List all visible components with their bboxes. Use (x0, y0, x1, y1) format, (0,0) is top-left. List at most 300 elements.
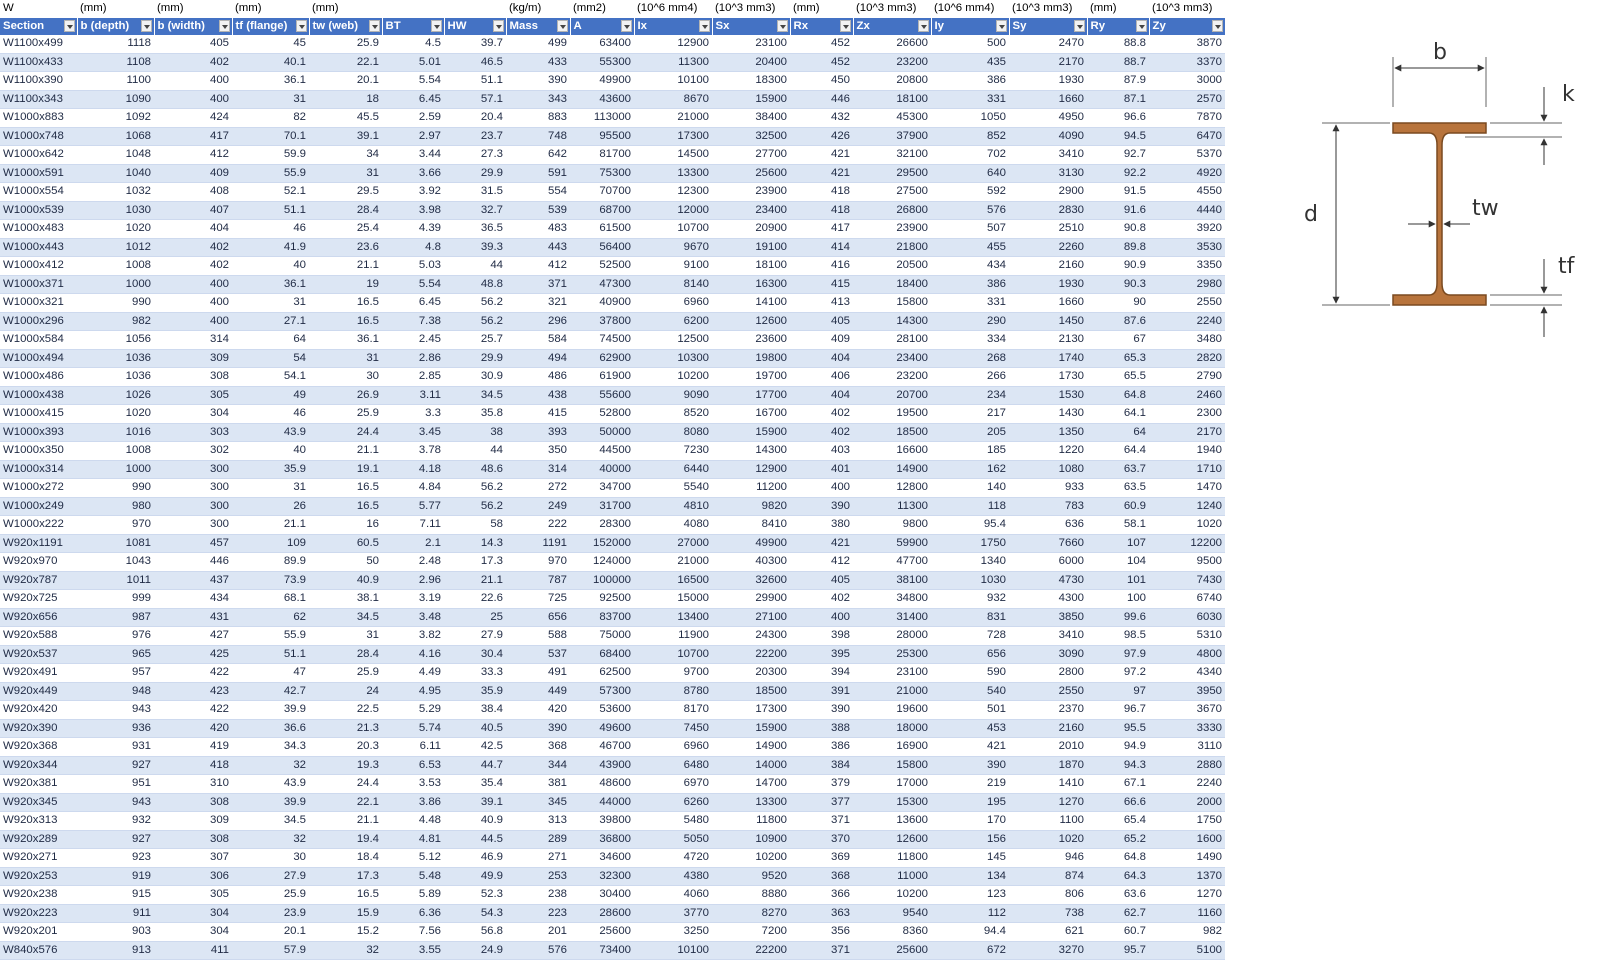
value-cell[interactable]: 21.3 (309, 719, 382, 738)
value-cell[interactable]: 300 (154, 516, 232, 535)
value-cell[interactable]: 537 (506, 645, 570, 664)
value-cell[interactable]: 3.66 (382, 164, 444, 183)
value-cell[interactable]: 11300 (853, 497, 931, 516)
value-cell[interactable]: 68.1 (232, 590, 309, 609)
value-cell[interactable]: 738 (1009, 904, 1087, 923)
value-cell[interactable]: 345 (506, 793, 570, 812)
value-cell[interactable]: 4090 (1009, 127, 1087, 146)
value-cell[interactable]: 30 (232, 849, 309, 868)
section-name-cell[interactable]: W1000x249 (0, 497, 77, 516)
value-cell[interactable]: 951 (77, 775, 154, 794)
section-name-cell[interactable]: W920x390 (0, 719, 77, 738)
value-cell[interactable]: 1080 (1009, 460, 1087, 479)
value-cell[interactable]: 9670 (634, 238, 712, 257)
value-cell[interactable]: 390 (790, 497, 853, 516)
value-cell[interactable]: 990 (77, 479, 154, 498)
value-cell[interactable]: 57.1 (444, 90, 506, 109)
value-cell[interactable]: 55.9 (232, 627, 309, 646)
value-cell[interactable]: 394 (790, 664, 853, 683)
value-cell[interactable]: 27700 (712, 146, 790, 165)
value-cell[interactable]: 656 (931, 645, 1009, 664)
value-cell[interactable]: 54.3 (444, 904, 506, 923)
column-header[interactable] (853, 18, 931, 36)
value-cell[interactable]: 405 (790, 571, 853, 590)
value-cell[interactable]: 43900 (570, 756, 634, 775)
value-cell[interactable]: 2570 (1149, 90, 1225, 109)
value-cell[interactable]: 21000 (634, 109, 712, 128)
value-cell[interactable]: 68700 (570, 201, 634, 220)
value-cell[interactable]: 4340 (1149, 664, 1225, 683)
value-cell[interactable]: 89.9 (232, 553, 309, 572)
value-cell[interactable]: 40.9 (309, 571, 382, 590)
value-cell[interactable]: 31 (309, 164, 382, 183)
value-cell[interactable]: 5.74 (382, 719, 444, 738)
section-name-cell[interactable]: W1000x314 (0, 460, 77, 479)
value-cell[interactable]: 4300 (1009, 590, 1087, 609)
value-cell[interactable]: 5.89 (382, 886, 444, 905)
value-cell[interactable]: 23200 (853, 53, 931, 72)
value-cell[interactable]: 38400 (712, 109, 790, 128)
table-row[interactable] (0, 72, 1225, 91)
value-cell[interactable]: 21.1 (309, 812, 382, 831)
value-cell[interactable]: 43.9 (232, 423, 309, 442)
value-cell[interactable]: 12800 (853, 479, 931, 498)
value-cell[interactable]: 932 (931, 590, 1009, 609)
value-cell[interactable]: 1016 (77, 423, 154, 442)
value-cell[interactable]: 64.4 (1087, 442, 1149, 461)
value-cell[interactable]: 943 (77, 793, 154, 812)
value-cell[interactable]: 101 (1087, 571, 1149, 590)
value-cell[interactable]: 380 (790, 516, 853, 535)
value-cell[interactable]: 73400 (570, 941, 634, 960)
value-cell[interactable]: 49900 (712, 534, 790, 553)
value-cell[interactable]: 7200 (712, 923, 790, 942)
value-cell[interactable]: 14000 (712, 756, 790, 775)
table-row[interactable] (0, 109, 1225, 128)
value-cell[interactable]: 11300 (634, 53, 712, 72)
value-cell[interactable]: 1056 (77, 331, 154, 350)
table-row[interactable] (0, 201, 1225, 220)
value-cell[interactable]: 50000 (570, 423, 634, 442)
value-cell[interactable]: 39.7 (444, 35, 506, 53)
section-name-cell[interactable]: W1000x591 (0, 164, 77, 183)
value-cell[interactable]: 87.6 (1087, 312, 1149, 331)
value-cell[interactable]: 2800 (1009, 664, 1087, 683)
value-cell[interactable]: 16.5 (309, 497, 382, 516)
value-cell[interactable]: 47300 (570, 275, 634, 294)
value-cell[interactable]: 140 (931, 479, 1009, 498)
value-cell[interactable]: 6200 (634, 312, 712, 331)
value-cell[interactable]: 412 (790, 553, 853, 572)
value-cell[interactable]: 5.54 (382, 275, 444, 294)
value-cell[interactable]: 3.98 (382, 201, 444, 220)
value-cell[interactable]: 3.53 (382, 775, 444, 794)
table-row[interactable] (0, 386, 1225, 405)
value-cell[interactable]: 4380 (634, 867, 712, 886)
value-cell[interactable]: 65.4 (1087, 812, 1149, 831)
table-row[interactable] (0, 738, 1225, 757)
value-cell[interactable]: 17.3 (309, 867, 382, 886)
value-cell[interactable]: 27500 (853, 183, 931, 202)
value-cell[interactable]: 1040 (77, 164, 154, 183)
value-cell[interactable]: 2900 (1009, 183, 1087, 202)
table-row[interactable] (0, 867, 1225, 886)
value-cell[interactable]: 64 (232, 331, 309, 350)
table-row[interactable] (0, 405, 1225, 424)
value-cell[interactable]: 1011 (77, 571, 154, 590)
value-cell[interactable]: 16.5 (309, 294, 382, 313)
value-cell[interactable]: 38 (444, 423, 506, 442)
value-cell[interactable]: 957 (77, 664, 154, 683)
value-cell[interactable]: 3.48 (382, 608, 444, 627)
value-cell[interactable]: 404 (790, 386, 853, 405)
value-cell[interactable]: 23.6 (309, 238, 382, 257)
value-cell[interactable]: 15.2 (309, 923, 382, 942)
value-cell[interactable]: 90 (1087, 294, 1149, 313)
value-cell[interactable]: 45300 (853, 109, 931, 128)
value-cell[interactable]: 134 (931, 867, 1009, 886)
filter-dropdown-icon[interactable] (431, 20, 442, 32)
section-name-cell[interactable]: W920x253 (0, 867, 77, 886)
value-cell[interactable]: 6.11 (382, 738, 444, 757)
value-cell[interactable]: 17.3 (444, 553, 506, 572)
section-name-cell[interactable]: W1000x371 (0, 275, 77, 294)
value-cell[interactable]: 17700 (712, 386, 790, 405)
value-cell[interactable]: 404 (790, 349, 853, 368)
value-cell[interactable]: 642 (506, 146, 570, 165)
value-cell[interactable]: 27100 (712, 608, 790, 627)
value-cell[interactable]: 554 (506, 183, 570, 202)
value-cell[interactable]: 15000 (634, 590, 712, 609)
value-cell[interactable]: 32600 (712, 571, 790, 590)
value-cell[interactable]: 7430 (1149, 571, 1225, 590)
section-name-cell[interactable]: W1000x350 (0, 442, 77, 461)
value-cell[interactable]: 49900 (570, 72, 634, 91)
value-cell[interactable]: 1008 (77, 442, 154, 461)
value-cell[interactable]: 412 (506, 257, 570, 276)
value-cell[interactable]: 36.1 (232, 275, 309, 294)
column-header[interactable] (634, 18, 712, 36)
value-cell[interactable]: 2510 (1009, 220, 1087, 239)
value-cell[interactable]: 34 (309, 146, 382, 165)
value-cell[interactable]: 29.9 (444, 164, 506, 183)
value-cell[interactable]: 13400 (634, 608, 712, 627)
value-cell[interactable]: 20.3 (309, 738, 382, 757)
value-cell[interactable]: 64.8 (1087, 849, 1149, 868)
value-cell[interactable]: 393 (506, 423, 570, 442)
filter-dropdown-icon[interactable] (621, 20, 632, 32)
value-cell[interactable]: 371 (506, 275, 570, 294)
value-cell[interactable]: 48.6 (444, 460, 506, 479)
value-cell[interactable]: 576 (931, 201, 1009, 220)
table-row[interactable] (0, 312, 1225, 331)
value-cell[interactable]: 5480 (634, 812, 712, 831)
value-cell[interactable]: 923 (77, 849, 154, 868)
value-cell[interactable]: 6260 (634, 793, 712, 812)
value-cell[interactable]: 400 (154, 90, 232, 109)
value-cell[interactable]: 9100 (634, 257, 712, 276)
value-cell[interactable]: 18500 (853, 423, 931, 442)
value-cell[interactable]: 16300 (712, 275, 790, 294)
value-cell[interactable]: 2300 (1149, 405, 1225, 424)
table-row[interactable] (0, 645, 1225, 664)
section-name-cell[interactable]: W920x368 (0, 738, 77, 757)
value-cell[interactable]: 11800 (712, 812, 790, 831)
value-cell[interactable]: 6960 (634, 738, 712, 757)
value-cell[interactable]: 18300 (712, 72, 790, 91)
value-cell[interactable]: 64.8 (1087, 386, 1149, 405)
value-cell[interactable]: 91.5 (1087, 183, 1149, 202)
section-name-cell[interactable]: W1000x486 (0, 368, 77, 387)
value-cell[interactable]: 25.9 (232, 886, 309, 905)
value-cell[interactable]: 46 (232, 405, 309, 424)
value-cell[interactable]: 8270 (712, 904, 790, 923)
value-cell[interactable]: 402 (790, 423, 853, 442)
value-cell[interactable]: 87.9 (1087, 72, 1149, 91)
value-cell[interactable]: 82 (232, 109, 309, 128)
value-cell[interactable]: 31 (232, 90, 309, 109)
value-cell[interactable]: 268 (931, 349, 1009, 368)
value-cell[interactable]: 19600 (853, 701, 931, 720)
value-cell[interactable]: 300 (154, 479, 232, 498)
value-cell[interactable]: 12200 (1149, 534, 1225, 553)
value-cell[interactable]: 405 (154, 35, 232, 53)
value-cell[interactable]: 19800 (712, 349, 790, 368)
value-cell[interactable]: 14900 (853, 460, 931, 479)
value-cell[interactable]: 88.7 (1087, 53, 1149, 72)
value-cell[interactable]: 21000 (634, 553, 712, 572)
value-cell[interactable]: 379 (790, 775, 853, 794)
value-cell[interactable]: 1340 (931, 553, 1009, 572)
section-name-cell[interactable]: W920x313 (0, 812, 77, 831)
value-cell[interactable]: 51.1 (232, 645, 309, 664)
table-row[interactable] (0, 682, 1225, 701)
value-cell[interactable]: 18100 (853, 90, 931, 109)
value-cell[interactable]: 4.39 (382, 220, 444, 239)
value-cell[interactable]: 15.9 (309, 904, 382, 923)
value-cell[interactable]: 30 (309, 368, 382, 387)
value-cell[interactable]: 16 (309, 516, 382, 535)
value-cell[interactable]: 10200 (853, 886, 931, 905)
value-cell[interactable]: 540 (931, 682, 1009, 701)
value-cell[interactable]: 52800 (570, 405, 634, 424)
value-cell[interactable]: 65.5 (1087, 368, 1149, 387)
value-cell[interactable]: 20.4 (444, 109, 506, 128)
value-cell[interactable]: 302 (154, 442, 232, 461)
value-cell[interactable]: 366 (790, 886, 853, 905)
value-cell[interactable]: 59900 (853, 534, 931, 553)
value-cell[interactable]: 404 (154, 220, 232, 239)
filter-dropdown-icon[interactable] (1074, 20, 1085, 32)
value-cell[interactable]: 27.9 (444, 627, 506, 646)
section-name-cell[interactable]: W920x970 (0, 553, 77, 572)
value-cell[interactable]: 2880 (1149, 756, 1225, 775)
table-row[interactable] (0, 701, 1225, 720)
value-cell[interactable]: 31 (309, 627, 382, 646)
section-name-cell[interactable]: W920x588 (0, 627, 77, 646)
value-cell[interactable]: 725 (506, 590, 570, 609)
value-cell[interactable]: 90.8 (1087, 220, 1149, 239)
value-cell[interactable]: 20900 (712, 220, 790, 239)
value-cell[interactable]: 507 (931, 220, 1009, 239)
value-cell[interactable]: 356 (790, 923, 853, 942)
filter-dropdown-icon[interactable] (557, 20, 568, 32)
value-cell[interactable]: 8880 (712, 886, 790, 905)
value-cell[interactable]: 23600 (712, 331, 790, 350)
value-cell[interactable]: 32 (232, 830, 309, 849)
value-cell[interactable]: 10700 (634, 220, 712, 239)
table-row[interactable] (0, 331, 1225, 350)
value-cell[interactable]: 35.9 (444, 682, 506, 701)
value-cell[interactable]: 31.5 (444, 183, 506, 202)
value-cell[interactable]: 402 (790, 405, 853, 424)
table-row[interactable] (0, 923, 1225, 942)
value-cell[interactable]: 435 (931, 53, 1009, 72)
value-cell[interactable]: 386 (931, 275, 1009, 294)
value-cell[interactable]: 1870 (1009, 756, 1087, 775)
value-cell[interactable]: 65.2 (1087, 830, 1149, 849)
section-name-cell[interactable]: W920x420 (0, 701, 77, 720)
value-cell[interactable]: 999 (77, 590, 154, 609)
value-cell[interactable]: 783 (1009, 497, 1087, 516)
value-cell[interactable]: 35.4 (444, 775, 506, 794)
value-cell[interactable]: 4810 (634, 497, 712, 516)
value-cell[interactable]: 313 (506, 812, 570, 831)
value-cell[interactable]: 400 (790, 479, 853, 498)
value-cell[interactable]: 34700 (570, 479, 634, 498)
value-cell[interactable]: 20500 (853, 257, 931, 276)
value-cell[interactable]: 23100 (853, 664, 931, 683)
value-cell[interactable]: 990 (77, 294, 154, 313)
value-cell[interactable]: 10200 (712, 849, 790, 868)
value-cell[interactable]: 3.3 (382, 405, 444, 424)
value-cell[interactable]: 7.56 (382, 923, 444, 942)
value-cell[interactable]: 36.5 (444, 220, 506, 239)
value-cell[interactable]: 31400 (853, 608, 931, 627)
value-cell[interactable]: 305 (154, 386, 232, 405)
table-row[interactable] (0, 571, 1225, 590)
value-cell[interactable]: 2130 (1009, 331, 1087, 350)
filter-dropdown-icon[interactable] (1212, 20, 1223, 32)
value-cell[interactable]: 19.1 (309, 460, 382, 479)
table-row[interactable] (0, 35, 1225, 53)
value-cell[interactable]: 16.5 (309, 479, 382, 498)
value-cell[interactable]: 584 (506, 331, 570, 350)
filter-dropdown-icon[interactable] (996, 20, 1007, 32)
value-cell[interactable]: 415 (790, 275, 853, 294)
value-cell[interactable]: 300 (154, 497, 232, 516)
value-cell[interactable]: 384 (790, 756, 853, 775)
value-cell[interactable]: 249 (506, 497, 570, 516)
value-cell[interactable]: 1930 (1009, 72, 1087, 91)
value-cell[interactable]: 407 (154, 201, 232, 220)
value-cell[interactable]: 427 (154, 627, 232, 646)
value-cell[interactable]: 81700 (570, 146, 634, 165)
value-cell[interactable]: 45.5 (309, 109, 382, 128)
value-cell[interactable]: 3770 (634, 904, 712, 923)
value-cell[interactable]: 75000 (570, 627, 634, 646)
table-row[interactable] (0, 941, 1225, 960)
value-cell[interactable]: 36.1 (309, 331, 382, 350)
value-cell[interactable]: 37800 (570, 312, 634, 331)
value-cell[interactable]: 500 (931, 35, 1009, 53)
value-cell[interactable]: 50 (309, 553, 382, 572)
value-cell[interactable]: 12500 (634, 331, 712, 350)
value-cell[interactable]: 20800 (853, 72, 931, 91)
value-cell[interactable]: 234 (931, 386, 1009, 405)
table-row[interactable] (0, 886, 1225, 905)
value-cell[interactable]: 29500 (853, 164, 931, 183)
value-cell[interactable]: 34600 (570, 849, 634, 868)
table-row[interactable] (0, 294, 1225, 313)
value-cell[interactable]: 14300 (853, 312, 931, 331)
value-cell[interactable]: 5370 (1149, 146, 1225, 165)
table-row[interactable] (0, 608, 1225, 627)
value-cell[interactable]: 1030 (77, 201, 154, 220)
value-cell[interactable]: 309 (154, 812, 232, 831)
value-cell[interactable]: 431 (154, 608, 232, 627)
value-cell[interactable]: 18400 (853, 275, 931, 294)
value-cell[interactable]: 1191 (506, 534, 570, 553)
table-row[interactable] (0, 479, 1225, 498)
value-cell[interactable]: 16600 (853, 442, 931, 461)
value-cell[interactable]: 494 (506, 349, 570, 368)
value-cell[interactable]: 3.92 (382, 183, 444, 202)
value-cell[interactable]: 9820 (712, 497, 790, 516)
value-cell[interactable]: 14300 (712, 442, 790, 461)
value-cell[interactable]: 405 (790, 312, 853, 331)
value-cell[interactable]: 92.7 (1087, 146, 1149, 165)
value-cell[interactable]: 43.9 (232, 775, 309, 794)
value-cell[interactable]: 90.9 (1087, 257, 1149, 276)
value-cell[interactable]: 5.29 (382, 701, 444, 720)
value-cell[interactable]: 919 (77, 867, 154, 886)
column-header[interactable] (0, 18, 77, 36)
table-row[interactable] (0, 534, 1225, 553)
value-cell[interactable]: 4080 (634, 516, 712, 535)
value-cell[interactable]: 1730 (1009, 368, 1087, 387)
value-cell[interactable]: 35.9 (232, 460, 309, 479)
value-cell[interactable]: 748 (506, 127, 570, 146)
value-cell[interactable]: 21800 (853, 238, 931, 257)
value-cell[interactable]: 446 (790, 90, 853, 109)
value-cell[interactable]: 28600 (570, 904, 634, 923)
value-cell[interactable]: 5.01 (382, 53, 444, 72)
value-cell[interactable]: 22200 (712, 941, 790, 960)
value-cell[interactable]: 806 (1009, 886, 1087, 905)
value-cell[interactable]: 219 (931, 775, 1009, 794)
value-cell[interactable]: 24 (309, 682, 382, 701)
value-cell[interactable]: 400 (154, 312, 232, 331)
value-cell[interactable]: 1020 (1009, 830, 1087, 849)
value-cell[interactable]: 1270 (1149, 886, 1225, 905)
section-name-cell[interactable]: W1000x415 (0, 405, 77, 424)
value-cell[interactable]: 400 (154, 275, 232, 294)
table-row[interactable] (0, 664, 1225, 683)
value-cell[interactable]: 486 (506, 368, 570, 387)
value-cell[interactable]: 8670 (634, 90, 712, 109)
value-cell[interactable]: 46 (232, 220, 309, 239)
value-cell[interactable]: 70.1 (232, 127, 309, 146)
value-cell[interactable]: 455 (931, 238, 1009, 257)
column-header[interactable] (382, 18, 444, 36)
table-row[interactable] (0, 849, 1225, 868)
value-cell[interactable]: 7870 (1149, 109, 1225, 128)
value-cell[interactable]: 5100 (1149, 941, 1225, 960)
filter-dropdown-icon[interactable] (369, 20, 380, 32)
value-cell[interactable]: 9090 (634, 386, 712, 405)
value-cell[interactable]: 402 (790, 590, 853, 609)
